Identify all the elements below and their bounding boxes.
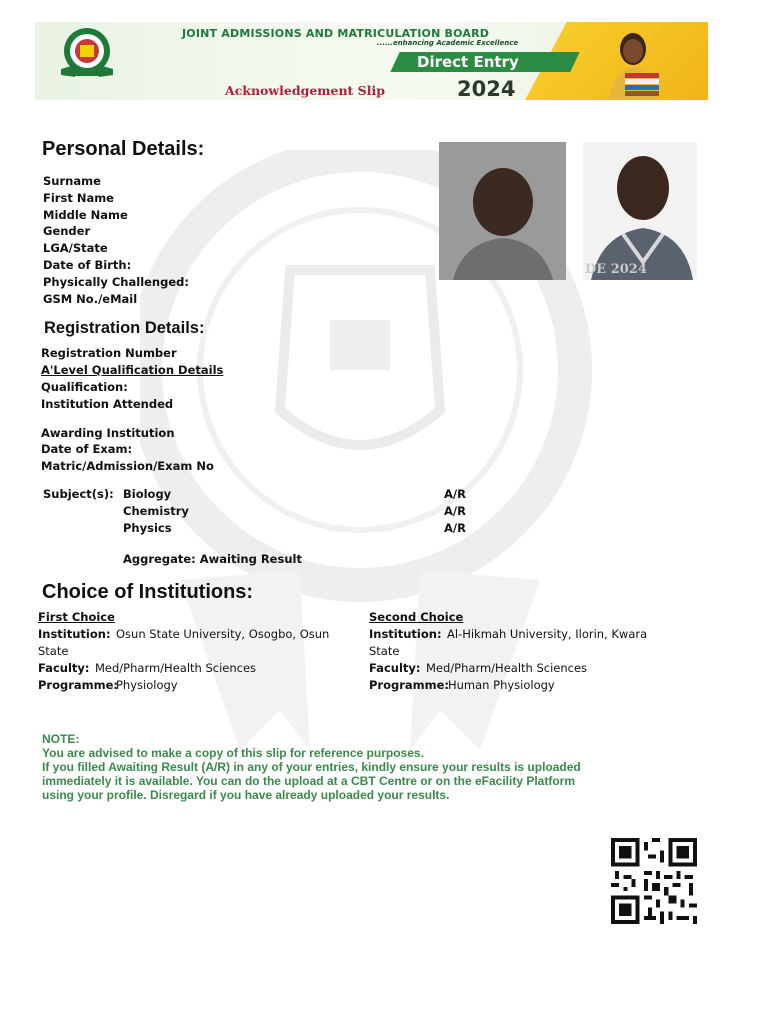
subjects-label: Subject(s): [43, 487, 114, 501]
note-line: using your profile. Disregard if you have already uploaded your results. [42, 788, 450, 802]
choice-of-institutions-heading: Choice of Institutions: [42, 581, 254, 603]
passport-photo-1 [439, 142, 566, 280]
subject-result: A/R [444, 487, 466, 501]
registration-number-label: Registration Number [41, 346, 177, 360]
surname-label: Surname [43, 174, 101, 188]
gender-label: Gender [43, 224, 91, 238]
subject-result: A/R [444, 504, 466, 518]
subject-result: A/R [444, 521, 466, 535]
first-choice-faculty: Med/Pharm/Health Sciences [95, 661, 257, 675]
subject-name: Biology [123, 487, 172, 501]
banner-student-image [595, 27, 675, 100]
acknowledgement-slip-title: Acknowledgement Slip [225, 83, 385, 98]
banner-org-name: JOINT ADMISSIONS AND MATRICULATION BOARD [182, 27, 490, 40]
first-choice-title: First Choice [38, 610, 115, 624]
banner-year: 2024 [457, 77, 516, 100]
second-choice-faculty-label: Faculty: [369, 661, 421, 675]
header-banner [35, 22, 708, 100]
middle-name-label: Middle Name [43, 208, 128, 222]
gsm-email-label: GSM No./eMail [43, 292, 138, 306]
aggregate-label: Aggregate: Awaiting Result [123, 552, 302, 566]
second-choice-programme: Human Physiology [448, 678, 555, 692]
matric-number-label: Matric/Admission/Exam No [41, 459, 214, 473]
institution-attended-label: Institution Attended [41, 397, 174, 411]
personal-details-heading: Personal Details: [42, 138, 205, 160]
subject-name: Chemistry [123, 504, 189, 518]
second-choice-faculty: Med/Pharm/Health Sciences [426, 661, 588, 675]
date-of-birth-label: Date of Birth: [43, 258, 132, 272]
direct-entry-label: Direct Entry [417, 53, 519, 71]
passport-photo-2 [583, 142, 697, 280]
second-choice-institution-cont: State [369, 644, 400, 658]
second-choice-programme-label: Programme: [369, 678, 450, 692]
first-choice-programme: Physiology [116, 678, 178, 692]
banner-tagline: ......enhancing Academic Excellence [377, 39, 519, 47]
first-choice-institution: Osun State University, Osogbo, Osun [116, 627, 330, 641]
first-choice-programme-label: Programme: [38, 678, 119, 692]
jamb-logo-icon [55, 25, 119, 81]
alevel-details-label: A'Level Qualification Details [41, 363, 224, 377]
qualification-label: Qualification: [41, 380, 128, 394]
first-choice-faculty-label: Faculty: [38, 661, 90, 675]
first-choice-institution-cont: State [38, 644, 69, 658]
first-name-label: First Name [43, 191, 114, 205]
note-line: You are advised to make a copy of this slip for reference purposes. [42, 746, 424, 760]
second-choice-institution-label: Institution: [369, 627, 442, 641]
note-block [42, 732, 602, 802]
subject-name: Physics [123, 521, 172, 535]
photo-stamp: DE 2024 [585, 262, 647, 277]
note-title: NOTE: [42, 732, 80, 746]
physically-challenged-label: Physically Challenged: [43, 275, 189, 289]
second-choice-title: Second Choice [369, 610, 464, 624]
date-of-exam-label: Date of Exam: [41, 442, 133, 456]
registration-details-heading: Registration Details: [44, 319, 205, 337]
lga-state-label: LGA/State [43, 241, 108, 255]
qr-code-icon [611, 838, 697, 924]
first-choice-institution-label: Institution: [38, 627, 111, 641]
note-line: If you filled Awaiting Result (A/R) in any of your entries, kindly ensure your results is uploaded [42, 760, 581, 774]
second-choice-institution: Al-Hikmah University, Ilorin, Kwara [447, 627, 648, 641]
awarding-institution-label: Awarding Institution [41, 426, 175, 440]
note-line: immediately it is available. You can do the upload at a CBT Centre or on the eFacility Platform [42, 774, 576, 788]
